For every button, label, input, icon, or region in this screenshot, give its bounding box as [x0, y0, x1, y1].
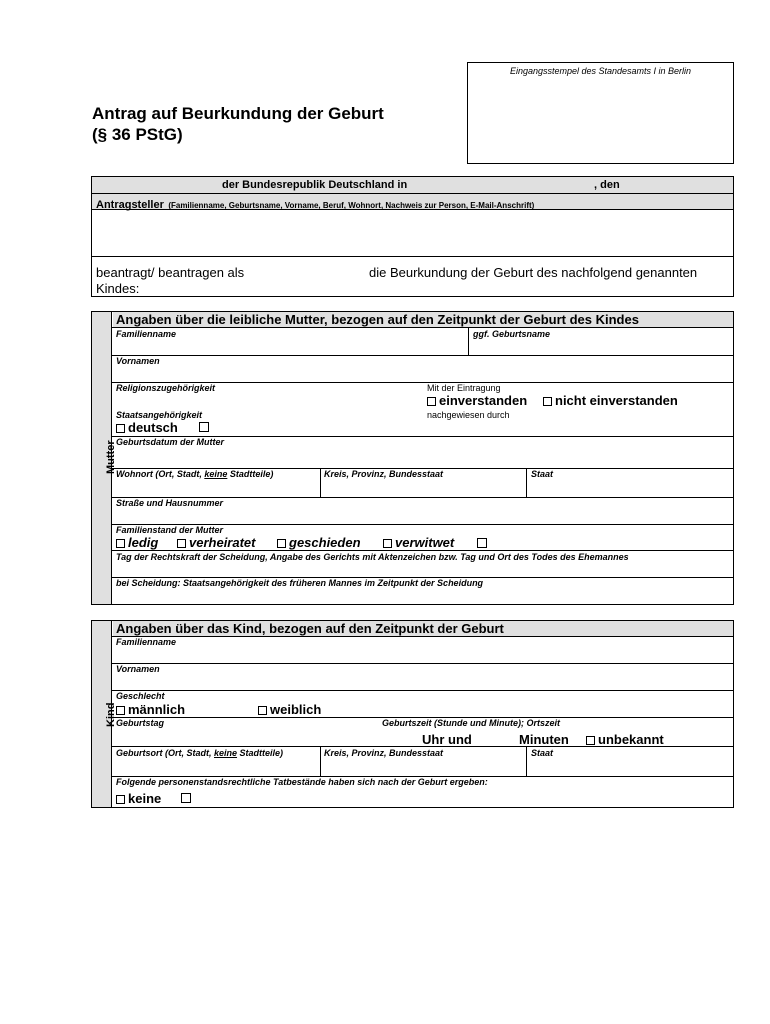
child-geburtstag-label: Geburtstag	[116, 718, 165, 728]
minuten-label: Minuten	[519, 732, 569, 747]
deutsch-checkbox[interactable]	[116, 424, 125, 433]
child-heading: Angaben über das Kind, bezogen auf den Zeitpunkt der Geburt	[116, 621, 504, 636]
deutsch-option[interactable]: deutsch	[116, 420, 178, 435]
weiblich-option[interactable]: weiblich	[258, 702, 321, 717]
date-label: , den	[594, 179, 620, 191]
mother-vornamen-label: Vornamen	[116, 356, 160, 366]
child-geburtszeit-label: Geburtszeit (Stunde und Minute); Ortszeit	[382, 718, 560, 728]
applicant-label: Antragsteller	[96, 199, 164, 211]
child-familienname-label: Familienname	[116, 637, 177, 647]
child-vornamen-label: Vornamen	[116, 664, 160, 674]
geschieden-option[interactable]: geschieden	[277, 535, 361, 550]
mother-section	[91, 311, 734, 605]
tatbestaende-other-checkbox[interactable]	[181, 793, 191, 803]
geschieden-checkbox[interactable]	[277, 539, 286, 548]
child-section	[91, 620, 734, 808]
rechtskraft-label: Tag der Rechtskraft der Scheidung, Angabe des Gerichts mit Aktenzeichen bzw. Tag und Ort des Todes des Ehemannes	[116, 552, 629, 562]
mother-familienstand-label: Familienstand der Mutter	[116, 525, 224, 535]
uhr-und-label: Uhr und	[422, 732, 472, 747]
unbekannt-option[interactable]: unbekannt	[586, 732, 664, 747]
request-line2: Kindes:	[96, 281, 140, 296]
child-kreis-label: Kreis, Provinz, Bundesstaat	[324, 748, 444, 758]
child-geschlecht-label: Geschlecht	[116, 691, 165, 701]
mother-familienname-label: Familienname	[116, 329, 177, 339]
title-line2: (§ 36 PStG)	[92, 125, 183, 144]
eintragung-label: Mit der Eintragung	[427, 383, 501, 393]
mother-geburtsname-label: ggf. Geburtsname	[473, 329, 551, 339]
nicht-einverstanden-checkbox[interactable]	[543, 397, 552, 406]
einverstanden-checkbox[interactable]	[427, 397, 436, 406]
child-side-label: Kind	[105, 702, 117, 727]
mother-geburtsdatum-label: Geburtsdatum der Mutter	[116, 437, 225, 447]
maennlich-checkbox[interactable]	[116, 706, 125, 715]
verwitwet-option[interactable]: verwitwet	[383, 535, 454, 550]
verheiratet-option[interactable]: verheiratet	[177, 535, 255, 550]
mother-staatsangehoerigkeit-label: Staatsangehörigkeit	[116, 410, 203, 420]
mother-kreis-label: Kreis, Provinz, Bundesstaat	[324, 469, 444, 479]
applicant-details: (Familienname, Geburtsname, Vorname, Beruf, Wohnort, Nachweis zur Person, E-Mail-Anschrift)	[168, 201, 535, 210]
weiblich-checkbox[interactable]	[258, 706, 267, 715]
mother-staat-label: Staat	[531, 469, 554, 479]
mother-heading: Angaben über die leibliche Mutter, bezogen auf den Zeitpunkt der Geburt des Kindes	[116, 312, 639, 327]
nachgewiesen-label: nachgewiesen durch	[427, 410, 510, 420]
familienstand-other-checkbox[interactable]	[477, 538, 487, 548]
tatbestaende-label: Folgende personenstandsrechtliche Tatbestände haben sich nach der Geburt ergeben:	[116, 777, 488, 787]
child-geburtsort-label: Geburtsort (Ort, Stadt, keine Stadtteile)	[116, 748, 284, 758]
other-nationality-checkbox[interactable]	[199, 422, 209, 432]
mother-wohnort-label: Wohnort (Ort, Stadt, keine Stadtteile)	[116, 469, 274, 479]
republic-label: der Bundesrepublik Deutschland in	[222, 179, 408, 191]
stamp-label: Eingangsstempel des Standesamts I in Berlin	[509, 66, 692, 76]
mother-side-label: Mutter	[105, 440, 117, 474]
keine-option[interactable]: keine	[116, 791, 161, 806]
scheidung-label: bei Scheidung: Staatsangehörigkeit des früheren Mannes im Zeitpunkt der Scheidung	[116, 578, 484, 588]
request-right: die Beurkundung der Geburt des nachfolgend genannten	[369, 265, 698, 280]
maennlich-option[interactable]: männlich	[116, 702, 185, 717]
nicht-einverstanden-option[interactable]: nicht einverstanden	[543, 393, 678, 408]
mother-religion-label: Religionszugehörigkeit	[116, 383, 216, 393]
page-title	[92, 103, 384, 145]
einverstanden-option[interactable]: einverstanden	[427, 393, 527, 408]
stamp-box	[467, 62, 734, 164]
applicant-input[interactable]	[92, 210, 733, 256]
ledig-checkbox[interactable]	[116, 539, 125, 548]
verwitwet-checkbox[interactable]	[383, 539, 392, 548]
applicant-block	[91, 176, 734, 297]
keine-checkbox[interactable]	[116, 795, 125, 804]
verheiratet-checkbox[interactable]	[177, 539, 186, 548]
title-line1: Antrag auf Beurkundung der Geburt	[92, 104, 384, 123]
mother-strasse-label: Straße und Hausnummer	[116, 498, 224, 508]
child-staat-label: Staat	[531, 748, 554, 758]
ledig-option[interactable]: ledig	[116, 535, 158, 550]
request-left: beantragt/ beantragen als	[96, 265, 245, 280]
unbekannt-checkbox[interactable]	[586, 736, 595, 745]
